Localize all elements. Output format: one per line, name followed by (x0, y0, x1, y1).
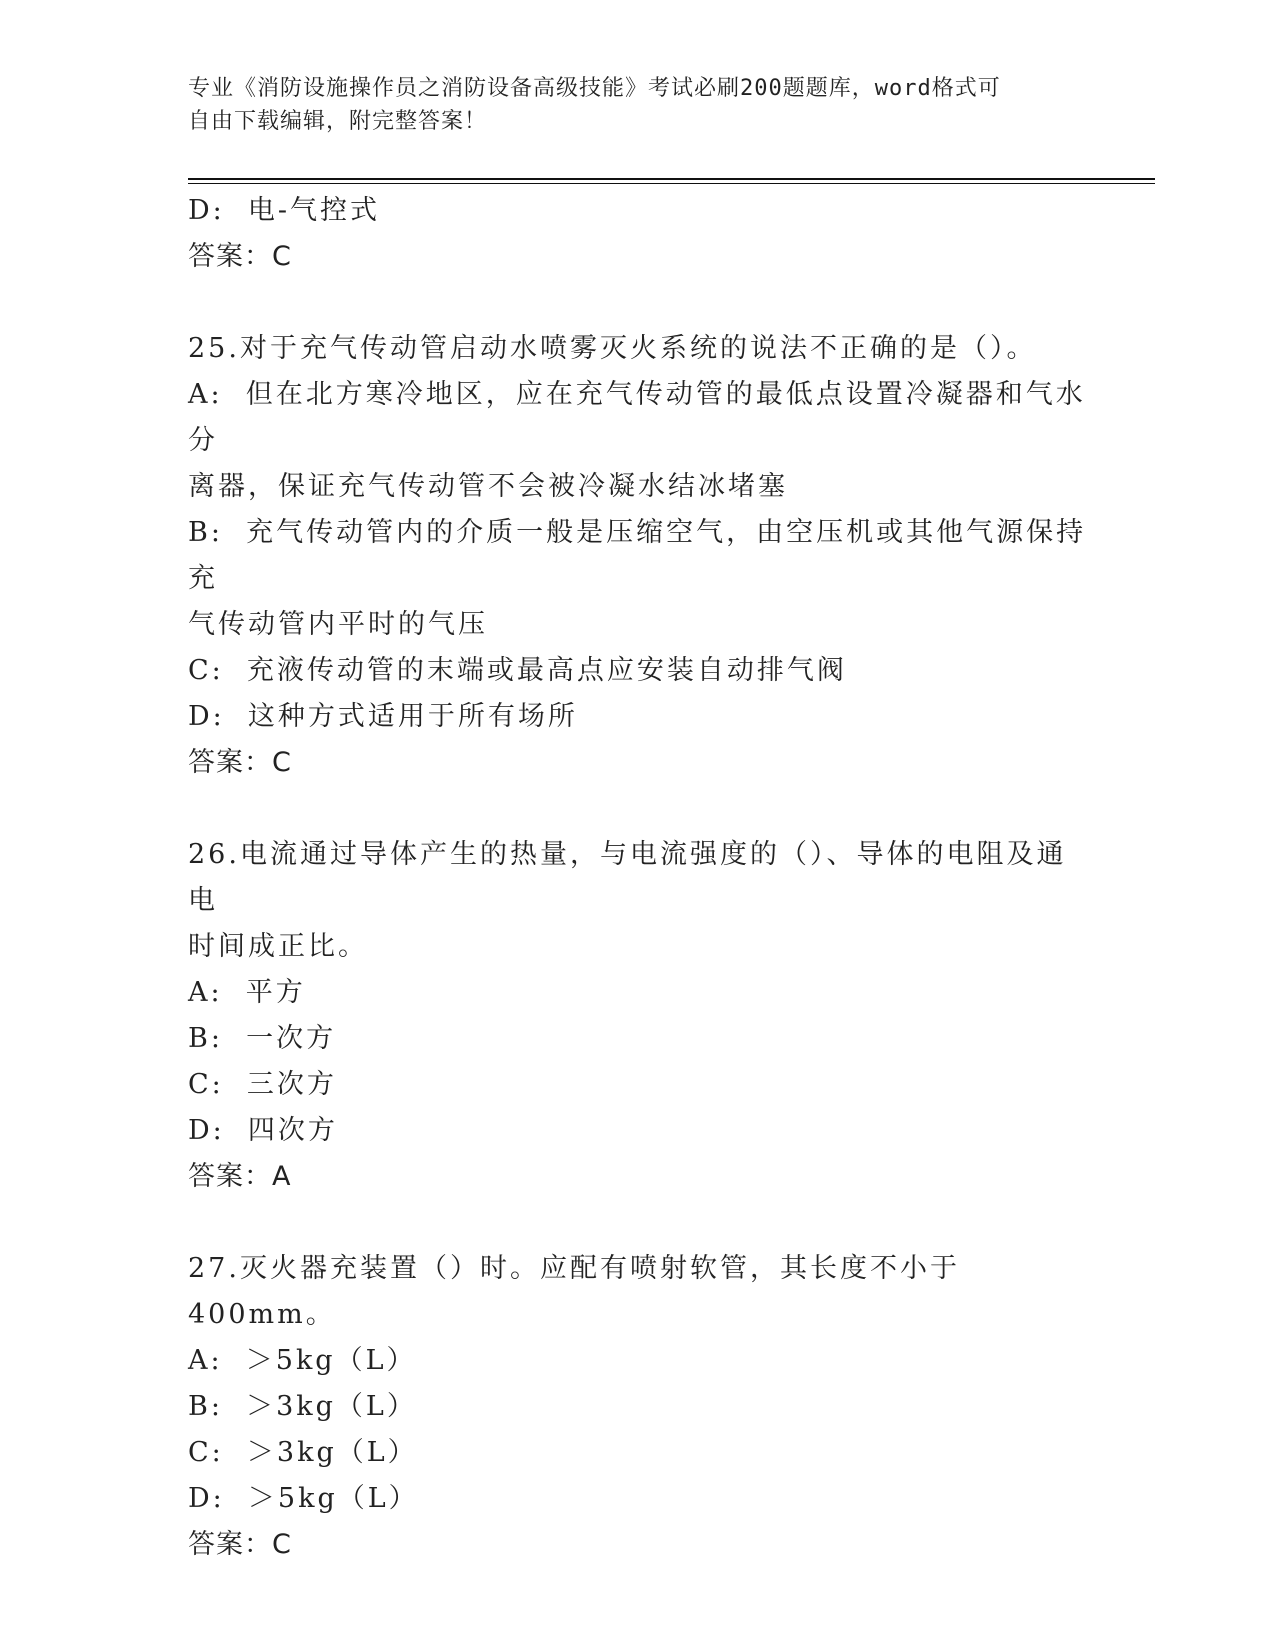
spacer (188, 280, 1088, 326)
header-divider-thick (188, 178, 1155, 180)
question-25 (188, 326, 1088, 786)
question-stem: 27.灭火器充装置（）时。应配有喷射软管，其长度不小于400mm。 (188, 1253, 960, 1330)
question-content (188, 188, 1088, 1568)
header-line-1: 专业《消防设施操作员之消防设备高级技能》考试必刷200题题库，word格式可 (188, 76, 1001, 101)
option-b: B: ＞3kg（L） (188, 1391, 417, 1422)
header-divider-thin (188, 183, 1155, 184)
option-c: C: ＞3kg（L） (188, 1437, 418, 1468)
option-d: D: 四次方 (188, 1115, 338, 1146)
option-a: A: ＞5kg（L） (188, 1345, 417, 1376)
question-stem: 25.对于充气传动管启动水喷雾灭火系统的说法不正确的是（）。 (188, 333, 1037, 364)
spacer (188, 786, 1088, 832)
answer-line: 答案：A (188, 1161, 292, 1192)
question-27 (188, 1246, 1088, 1568)
question-stem: 26.电流通过导体产生的热量，与电流强度的（）、导体的电阻及通电 (188, 839, 1067, 916)
question-26 (188, 832, 1088, 1200)
answer-line: 答案：C (188, 747, 292, 778)
header-line-2: 自由下载编辑，附完整答案！ (188, 109, 488, 134)
option-b: B: 一次方 (188, 1023, 337, 1054)
answer-line: 答案：C (188, 1529, 292, 1560)
previous-question-tail (188, 188, 1088, 280)
option-d: D: 这种方式适用于所有场所 (188, 701, 578, 732)
answer-line: 答案：C (188, 241, 292, 272)
option-c: C: 充液传动管的末端或最高点应安装自动排气阀 (188, 655, 847, 686)
option-a-continuation: 离器，保证充气传动管不会被冷凝水结冰堵塞 (188, 471, 788, 502)
option-a: A: 但在北方寒冷地区，应在充气传动管的最低点设置冷凝器和气水分 (188, 379, 1086, 456)
option-a: A: 平方 (188, 977, 306, 1008)
option-d: D: 电-气控式 (188, 195, 381, 226)
document-header (188, 72, 1068, 138)
option-b-continuation: 气传动管内平时的气压 (188, 609, 488, 640)
spacer (188, 1200, 1088, 1246)
option-b: B: 充气传动管内的介质一般是压缩空气，由空压机或其他气源保持充 (188, 517, 1087, 594)
option-c: C: 三次方 (188, 1069, 337, 1100)
option-d: D: ＞5kg（L） (188, 1483, 419, 1514)
question-stem-continuation: 时间成正比。 (188, 931, 368, 962)
